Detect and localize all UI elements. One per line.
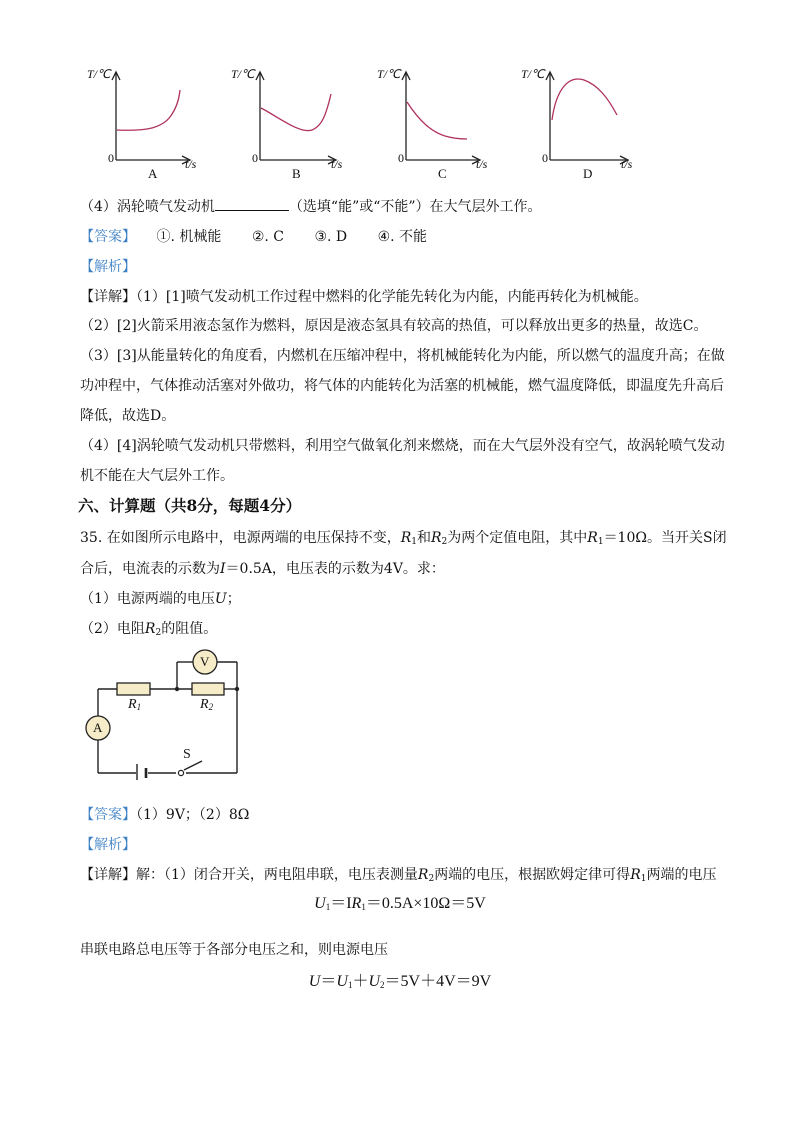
curve-b bbox=[261, 94, 331, 131]
question-4: （4）涡轮喷气发动机 （选填“能”或“不能”）在大气层外工作。 bbox=[80, 199, 542, 215]
answer-item-2: ②. C bbox=[251, 229, 284, 245]
switch-label: S bbox=[183, 747, 191, 762]
r2-label: $R_2$ bbox=[200, 697, 214, 712]
circuit-diagram bbox=[80, 640, 260, 780]
graph-label-a: A bbox=[148, 166, 158, 181]
q35-line-2: 合后，电流表的示数为I＝0.5A，电压表的示数为4V。求： bbox=[80, 561, 445, 577]
q35-sub-2: （2）电阻$R_2$的阻值。 bbox=[80, 621, 218, 638]
detail-1-p3a: （3）[3]从能量转化的角度看，内燃机在压缩冲程中，将机械能转化为内能，所以燃气的温度升高；在做 bbox=[80, 348, 725, 364]
q35-sub-1: （1）电源两端的电压U； bbox=[80, 591, 241, 607]
equation-2: $U=U_1+U_2=5V+4V=9V$ bbox=[308, 973, 492, 990]
answer-row-1 bbox=[80, 228, 427, 246]
origin-d: 0 bbox=[542, 151, 548, 165]
curve-d bbox=[552, 79, 617, 120]
answer-item-3: ③. D bbox=[314, 229, 348, 245]
graph-label-c: C bbox=[438, 166, 447, 181]
r1-label: $R_1$ bbox=[128, 697, 142, 712]
answer-item-1: ①. 机械能 bbox=[156, 229, 222, 245]
x-label-b: t/s bbox=[331, 157, 343, 171]
x-label-a: t/s bbox=[185, 157, 197, 171]
voltmeter-label: V bbox=[200, 654, 210, 669]
resistor-r2 bbox=[192, 683, 224, 695]
y-label-b: T/℃ bbox=[231, 67, 255, 81]
x-label-d: t/s bbox=[621, 157, 633, 171]
detail-1-p4a: （4）[4]涡轮喷气发动机只带燃料，利用空气做氧化剂来燃烧，而在大气层外没有空气，故涡轮喷气发动 bbox=[80, 438, 725, 454]
detail-1-p1: 【详解】（1）[1]喷气发动机工作过程中燃料的化学能先转化为内能，内能再转化为机械能。 bbox=[80, 289, 648, 305]
graph-label-b: B bbox=[292, 166, 301, 181]
answer-item-4: ④. 不能 bbox=[377, 229, 428, 245]
y-label-c: T/℃ bbox=[377, 67, 401, 81]
resistor-r1 bbox=[117, 683, 150, 695]
ammeter-label: A bbox=[93, 720, 103, 735]
graph-label-d: D bbox=[583, 166, 593, 181]
detail-1-p2: （2）[2]火箭采用液态氢作为燃料，原因是液态氢具有较高的热值，可以释放出更多的热量，故选C。 bbox=[80, 318, 708, 334]
origin-a: 0 bbox=[108, 151, 114, 165]
curve-a bbox=[117, 90, 180, 130]
origin-b: 0 bbox=[252, 151, 258, 165]
equation-1: $U_1=IR_1=0.5A\times 10\Omega=5V$ bbox=[314, 895, 486, 912]
detail-1-p3b: 功冲程中，气体推动活塞对外做功，将气体的内能转化为活塞的机械能，燃气温度降低，即温度先升高后 bbox=[80, 378, 724, 394]
analysis-tag-1: 【解析】 bbox=[80, 259, 136, 275]
answer-tag: 【答案】 bbox=[80, 229, 136, 245]
detail-2-line-1: 【详解】解：（1）闭合开关，两电阻串联，电压表测量$R_2$两端的电压，根据欧姆定律可得$R_1$两端的电压 bbox=[80, 867, 717, 884]
x-label-c: t/s bbox=[476, 157, 488, 171]
y-label-d: T/℃ bbox=[521, 67, 545, 81]
analysis-tag-2: 【解析】 bbox=[80, 837, 136, 853]
answer-blank bbox=[215, 198, 289, 211]
answer-row-2: 【答案】（1）9V；（2）8Ω bbox=[80, 807, 250, 823]
detail-2-line-2: 串联电路总电压等于各部分电压之和，则电源电压 bbox=[80, 942, 388, 958]
section-heading: 六、计算题（共8分，每题4分） bbox=[78, 496, 302, 515]
q35-line-1: 35. 在如图所示电路中，电源两端的电压保持不变，$R_1$和$R_2$为两个定值电阻，其中$R_1=10\Omega$。当开关S闭 bbox=[80, 530, 727, 547]
curve-c bbox=[407, 102, 467, 139]
y-label-a: T/℃ bbox=[87, 67, 111, 81]
detail-1-p4b: 机不能在大气层外工作。 bbox=[80, 468, 234, 484]
origin-c: 0 bbox=[398, 151, 404, 165]
answer-tag-2: 【答案】 bbox=[80, 807, 136, 823]
detail-1-p3c: 降低，故选D。 bbox=[80, 408, 176, 424]
